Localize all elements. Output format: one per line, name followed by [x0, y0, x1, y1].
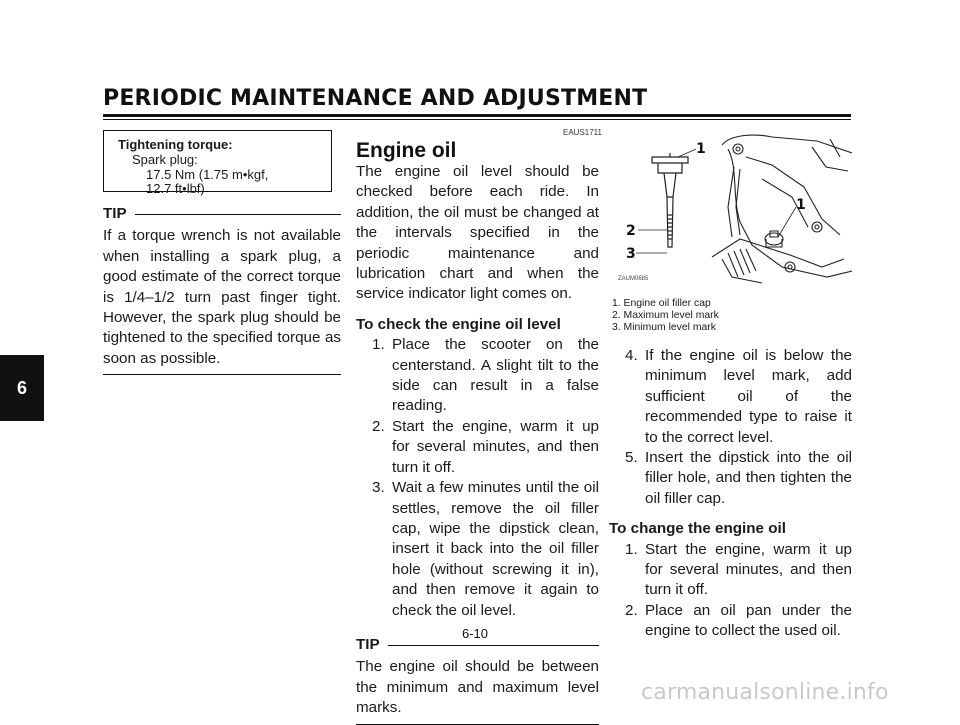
- tip-end-rule: [103, 374, 341, 375]
- tip-label: TIP: [103, 205, 127, 222]
- callout-3: 3: [626, 246, 636, 262]
- section-code: EAUS1711: [563, 128, 602, 137]
- list-item: 2. Start the engine, warm it up for several minutes, and then turn it off.: [372, 417, 599, 476]
- caption-item: 2. Maximum level mark: [612, 310, 719, 321]
- list-item: 4. If the engine oil is below the minimum level mark, add sufficient oil of the recommended type to raise it to the correct level.: [625, 347, 852, 446]
- list-item: 5. Insert the dipstick into the oil filler hole, and then tighten the oil filler cap.: [625, 449, 852, 507]
- torque-spec-box: [103, 130, 332, 196]
- left-tip-block: [103, 204, 341, 375]
- caption-item: 1. Engine oil filler cap: [612, 298, 711, 309]
- callout-1b: 1: [796, 197, 806, 213]
- change-steps-list: [609, 540, 852, 642]
- watermark-text: carmanualsonline.info: [641, 680, 889, 705]
- tip-text: If a torque wrench is not available when installing a spark plug, a good estimate of the correct torque is 1/4–1/2 turn past finger tight. However, the spark plug should be tightened to the specified torque as soon as possible.: [103, 227, 341, 367]
- list-item: 2. Place an oil pan under the engine to collect the used oil.: [625, 601, 852, 640]
- tip-heading: [103, 204, 341, 224]
- torque-value-line-2: 12.7 ft•lbf): [146, 181, 205, 196]
- tip-end-rule: [356, 724, 599, 725]
- intro-paragraph: The engine oil level should be checked before each ride. In addition, the oil must be changed at the intervals specified in the periodic maintenance and lubrication chart and when the service indicator light comes on.: [356, 163, 599, 303]
- header-rule-thin: [103, 119, 851, 120]
- check-heading: To check the engine oil level: [356, 315, 561, 333]
- engine-oil-figure: [612, 127, 852, 285]
- list-item: 1. Place the scooter on the centerstand. A slight tilt to the side can result in a false reading.: [372, 336, 599, 415]
- torque-item: Spark plug:: [132, 152, 198, 167]
- callout-2: 2: [626, 223, 636, 239]
- change-heading: To change the engine oil: [609, 520, 786, 538]
- tip-rule: [388, 645, 599, 646]
- page-number: 6-10: [462, 626, 489, 641]
- right-text-block: [609, 346, 852, 642]
- header-rule-thick: [103, 114, 851, 117]
- list-item: 1. Start the engine, warm it up for several minutes, and then turn it off.: [625, 540, 852, 599]
- caption-item: 3. Minimum level mark: [612, 322, 716, 333]
- figure-captions: [612, 298, 719, 334]
- check-steps-continued: [609, 346, 852, 509]
- check-steps-list: [356, 335, 599, 621]
- tip-label: TIP: [356, 635, 380, 653]
- tip-rule: [135, 214, 341, 215]
- page-header-title: PERIODIC MAINTENANCE AND ADJUSTMENT: [103, 86, 648, 111]
- figure-code: ZAUM0685: [618, 276, 649, 282]
- list-item: 3. Wait a few minutes until the oil settles, remove the oil filler cap, wipe the dipstick clean, insert it back into the oil filler hole (without screwing it in), and then remove it again to check the oil level.: [372, 479, 599, 619]
- section-title: Engine oil: [356, 139, 457, 162]
- callout-1a: 1: [696, 141, 706, 157]
- torque-title: Tightening torque:: [118, 137, 233, 152]
- middle-tip-text: The engine oil should be between the minimum and maximum level marks.: [356, 658, 599, 717]
- torque-value-line-1: 17.5 Nm (1.75 m•kgf,: [146, 167, 269, 182]
- chapter-tab: 6: [0, 355, 44, 421]
